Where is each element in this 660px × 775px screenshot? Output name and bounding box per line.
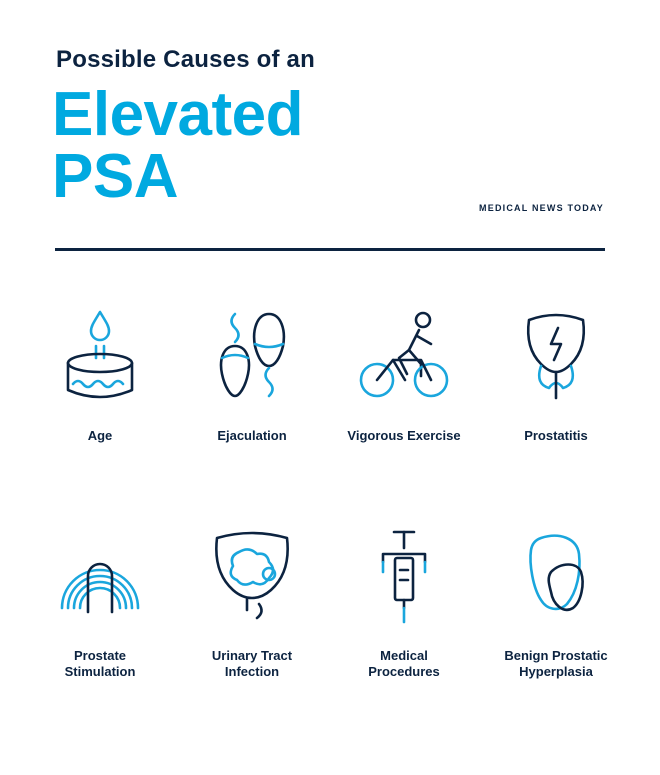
cyclist-icon [359, 308, 449, 404]
birthday-cake-icon [55, 308, 145, 404]
cause-label: Prostate Stimulation [64, 648, 136, 679]
inflamed-prostate-icon [511, 308, 601, 404]
brand-logo-text: MEDICAL NEWS TODAY [479, 203, 604, 213]
cause-label: Vigorous Exercise [347, 428, 461, 443]
cause-age [30, 308, 170, 444]
enlarged-prostate-icon [511, 528, 601, 624]
cause-label: Age [87, 428, 113, 443]
cause-label: Medical Procedures [368, 648, 440, 679]
cause-label: Benign Prostatic Hyperplasia [504, 648, 608, 679]
cause-medical-procedures [334, 528, 474, 680]
cause-ejaculation [182, 308, 322, 444]
infected-bladder-icon [207, 528, 297, 624]
cause-benign-prostatic-hyperplasia [486, 528, 626, 680]
divider [55, 248, 605, 251]
headline [52, 80, 304, 211]
cause-label: Prostatitis [524, 428, 588, 443]
cause-urinary-tract-infection [182, 528, 322, 680]
cause-prostatitis [486, 308, 626, 444]
cause-label: Urinary Tract Infection [211, 648, 293, 679]
cause-prostate-stimulation [30, 528, 170, 680]
cause-label: Ejaculation [217, 428, 287, 443]
stimulation-rings-icon [55, 528, 145, 624]
headline-line-1: Elevated [52, 80, 304, 149]
headline-line-2: PSA [52, 142, 178, 211]
syringe-icon [359, 528, 449, 624]
cause-vigorous-exercise [334, 308, 474, 444]
kicker-title: Possible Causes of an [56, 46, 315, 73]
sperm-icon [207, 308, 297, 404]
